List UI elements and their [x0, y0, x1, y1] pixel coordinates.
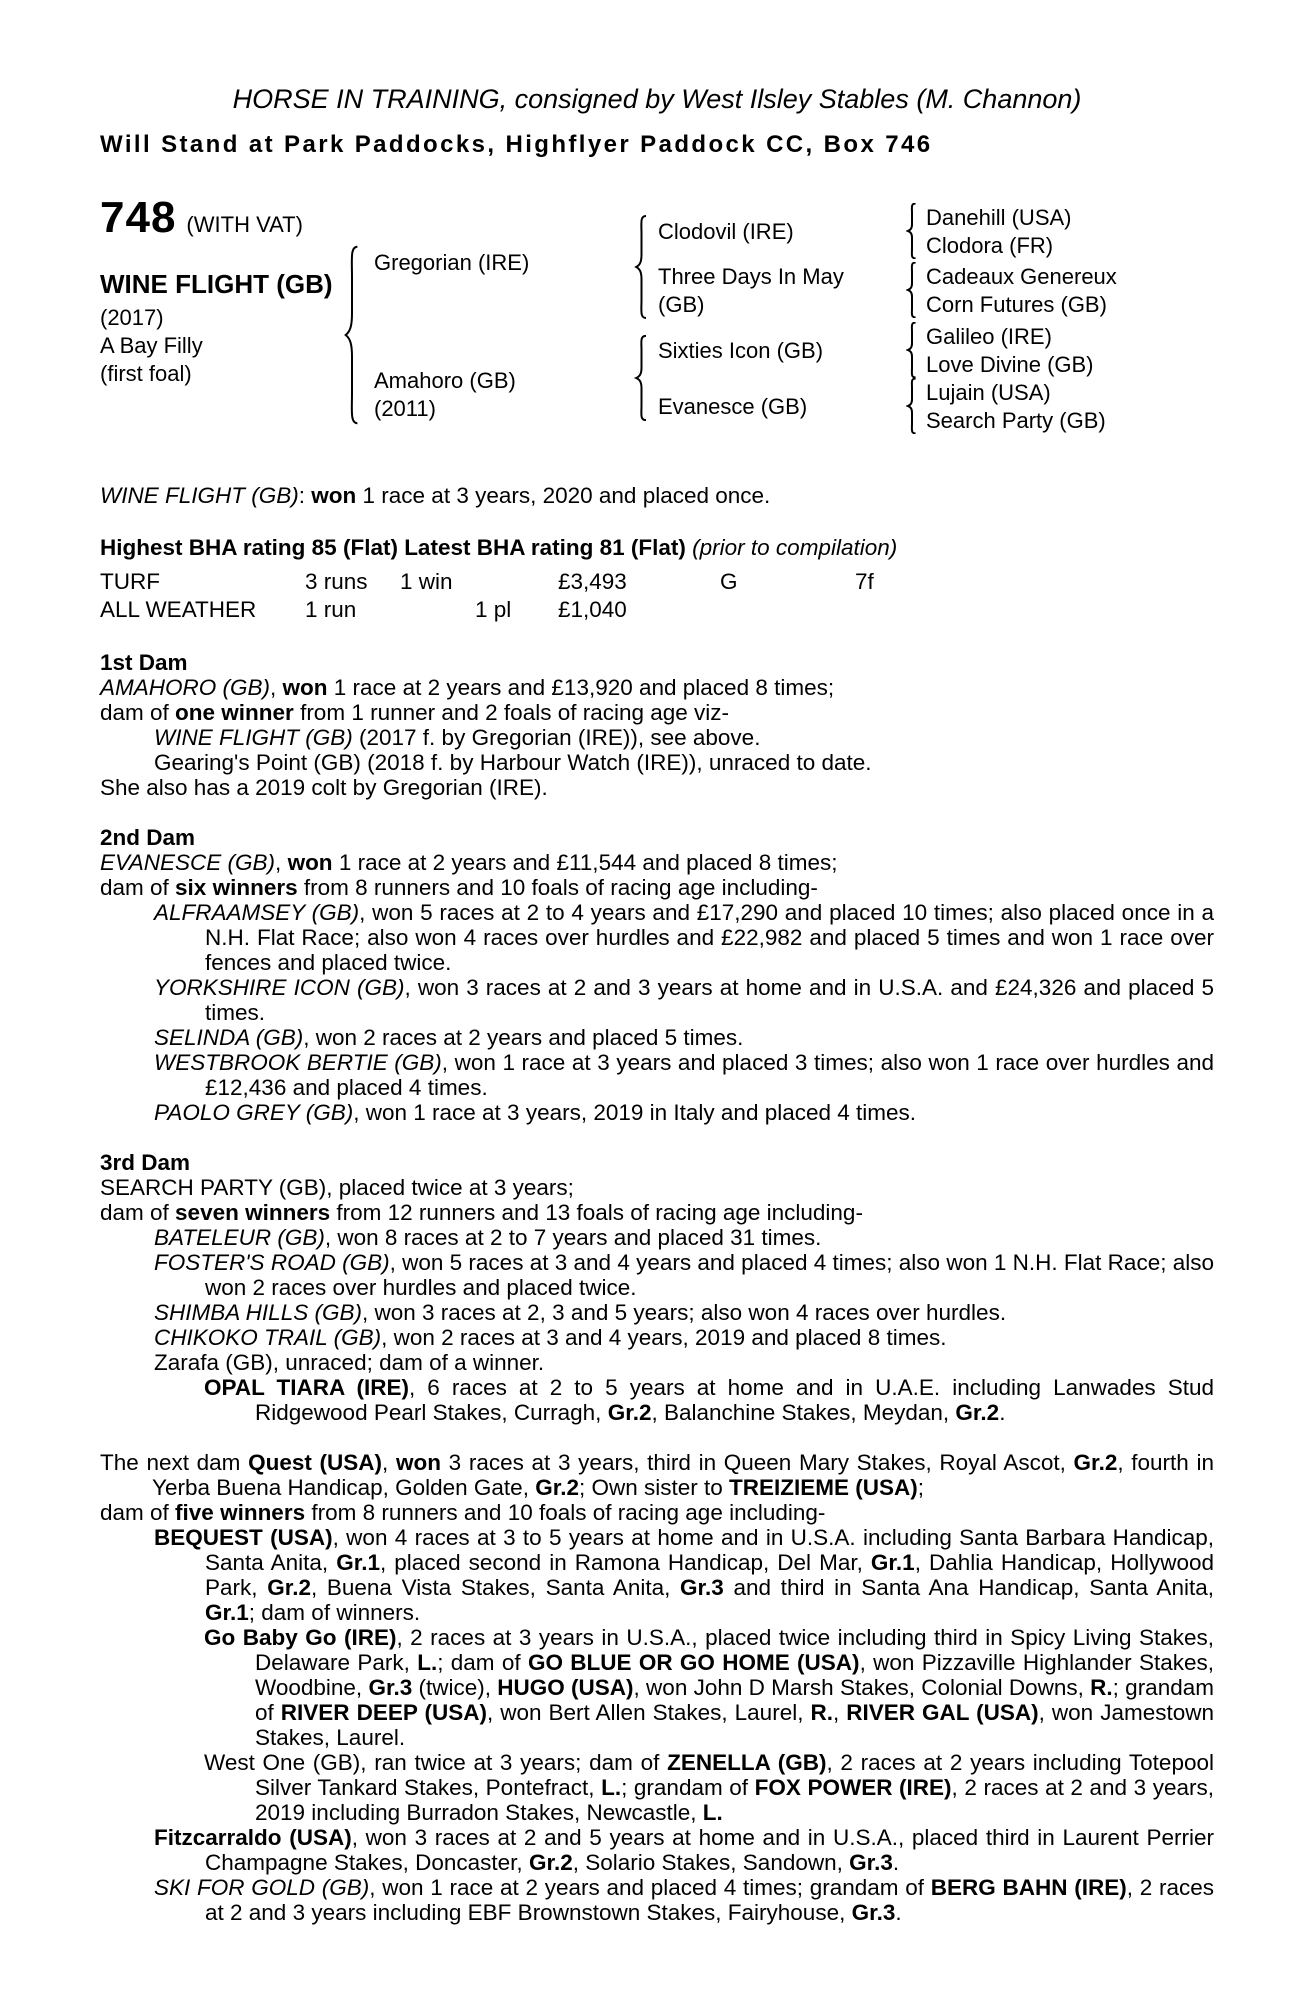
dam-dam-name: Evanesce (GB)	[658, 394, 808, 419]
text-run: Gr.3	[680, 1575, 724, 1600]
text-run: Gr.1	[205, 1600, 249, 1625]
text-run: (twice),	[412, 1675, 498, 1700]
text-run: TREIZIEME (USA)	[729, 1475, 918, 1500]
text-run: , 6 races at 2 to 5 years at home and in U.A.E. including Lanwades Stud Ridgewood Pearl Stakes, Curragh,	[255, 1375, 1214, 1425]
text-run: , Buena Vista Stakes, Santa Anita,	[310, 1575, 681, 1600]
great-granddam-3: Love Divine (GB)	[926, 352, 1094, 377]
foal-note: (first foal)	[100, 361, 192, 386]
text-run: WINE FLIGHT (GB)	[100, 483, 299, 508]
stat-cell: ALL WEATHER	[100, 597, 257, 622]
dam-section	[100, 1450, 1214, 1925]
text-run: CHIKOKO TRAIL (GB)	[154, 1325, 382, 1350]
catalogue-paragraph	[100, 1525, 1214, 1625]
text-run: HUGO (USA)	[497, 1675, 634, 1700]
text-run: RIVER GAL (USA)	[846, 1700, 1039, 1725]
text-run: ,	[270, 675, 283, 700]
text-run: AMAHORO (GB)	[100, 675, 271, 700]
great-granddam-1: Clodora (FR)	[926, 233, 1054, 258]
text-run: L.	[417, 1650, 438, 1675]
consignor-line: HORSE IN TRAINING, consigned by West Ilsley Stables (M. Channon)	[232, 84, 1082, 114]
foaling-year: (2017)	[100, 305, 164, 330]
text-run: BEQUEST (USA)	[154, 1525, 333, 1550]
catalogue-paragraph	[100, 1450, 1214, 1500]
sire-dam-name: Three Days In May	[658, 264, 844, 289]
text-run: SELINDA (GB)	[154, 1025, 304, 1050]
text-run: SKI FOR GOLD (GB)	[154, 1875, 370, 1900]
text-run: Gr.2	[1073, 1450, 1118, 1475]
text-run: :	[298, 483, 312, 508]
catalogue-paragraph	[100, 1350, 1214, 1375]
text-run: five winners	[175, 1500, 306, 1525]
text-run: ; grandam of	[255, 1675, 1214, 1725]
text-run: won	[282, 675, 328, 700]
text-run: R.	[810, 1700, 833, 1725]
text-run: dam of	[100, 1500, 176, 1525]
text-run: won	[287, 850, 333, 875]
stat-cell: £3,493	[558, 569, 627, 594]
horse-name: WINE FLIGHT (GB)	[100, 269, 333, 299]
text-run: Gr.3	[849, 1850, 893, 1875]
text-run: , won 3 races at 2 and 5 years at home and in U.S.A., placed third in Laurent Perrier Champagne Stakes, Doncaster,	[205, 1825, 1214, 1875]
text-run: BERG BAHN (IRE)	[930, 1875, 1127, 1900]
lot-number: 748	[100, 193, 177, 242]
stat-cell: 7f	[855, 569, 874, 594]
catalogue-paragraph	[100, 850, 1214, 875]
catalogue-paragraph	[100, 725, 1214, 750]
text-run: L.	[702, 1800, 723, 1825]
text-run: OPAL TIARA (IRE)	[204, 1375, 409, 1400]
text-run: WESTBROOK BERTIE (GB)	[154, 1050, 442, 1075]
text-run: seven winners	[175, 1200, 331, 1225]
text-run: ,	[275, 850, 288, 875]
text-run: .	[892, 1850, 900, 1875]
dam-year: (2011)	[374, 396, 436, 421]
text-run: EVANESCE (GB)	[100, 850, 276, 875]
catalogue-paragraph	[100, 1825, 1214, 1875]
text-run: ; dam of winners.	[248, 1600, 421, 1625]
pedigree-brace-gg1	[906, 203, 918, 259]
stat-cell: 1 run	[305, 597, 357, 622]
text-run: Quest (USA)	[248, 1450, 383, 1475]
text-run: RIVER DEEP (USA)	[280, 1700, 487, 1725]
text-run: , placed second in Ramona Handicap, Del Mar,	[379, 1550, 871, 1575]
text-run: YORKSHIRE ICON (GB)	[154, 975, 405, 1000]
race-statistics-table	[100, 569, 1214, 625]
catalogue-paragraph	[100, 1875, 1214, 1925]
catalogue-paragraph	[100, 1750, 1214, 1825]
catalogue-paragraph	[100, 750, 1214, 775]
text-run: ,	[832, 1700, 847, 1725]
text-run: won	[395, 1450, 441, 1475]
text-run: , won 5 races at 2 to 4 years and £17,290 and placed 10 times; also placed once in a N.H. Flat Race; also won 4 races over hurdles and £22,982 and placed 5 times and won 1 race over fences and placed twice.	[205, 900, 1214, 975]
dam-heading: 3rd Dam	[100, 1150, 191, 1175]
catalogue-paragraph	[100, 875, 1214, 900]
text-run: , won Bert Allen Stakes, Laurel,	[486, 1700, 811, 1725]
dam-name: Amahoro (GB)	[374, 368, 516, 393]
text-run: ZENELLA (GB)	[667, 1750, 827, 1775]
text-run: R.	[1090, 1675, 1113, 1700]
text-run: , 2 races at 3 years in U.S.A., placed twice including third in Spicy Living Stakes, Delaware Park,	[255, 1625, 1214, 1675]
text-run: Go Baby Go (IRE)	[204, 1625, 397, 1650]
text-run: ; dam of	[437, 1650, 528, 1675]
text-run: PAOLO GREY (GB)	[154, 1100, 354, 1125]
pedigree-brace-dam	[634, 335, 649, 421]
stand-location-line: Will Stand at Park Paddocks, Highflyer Paddock CC, Box 746	[100, 131, 933, 158]
great-granddam-4: Search Party (GB)	[926, 408, 1106, 433]
text-run: 1 race at 2 years and £13,920 and placed 8 times;	[327, 675, 835, 700]
dam-section	[100, 1150, 1214, 1425]
text-run: , won 2 races at 3 and 4 years, 2019 and placed 8 times.	[381, 1325, 947, 1350]
dam-section	[100, 825, 1214, 1125]
text-run: .	[999, 1400, 1006, 1425]
text-run: , won Jamestown Stakes, Laurel.	[255, 1700, 1214, 1750]
text-run: , Dahlia Handicap, Hollywood Park,	[205, 1550, 1214, 1600]
text-run: Gr.2	[267, 1575, 311, 1600]
text-run: , won 2 races at 2 years and placed 5 times.	[303, 1025, 744, 1050]
text-run: Zarafa (GB), unraced; dam of a winner.	[154, 1350, 545, 1375]
great-grandsire-2: Cadeaux Genereux	[926, 264, 1117, 289]
text-run: FOX POWER (IRE)	[754, 1775, 952, 1800]
text-run: Gr.1	[870, 1550, 915, 1575]
catalogue-paragraph	[100, 1625, 1214, 1750]
text-run: 3 races at 3 years, third in Queen Mary Stakes, Royal Ascot,	[440, 1450, 1074, 1475]
stat-cell: 1 pl	[475, 597, 512, 622]
text-run: Gr.2	[535, 1475, 579, 1500]
horse-description: A Bay Filly	[100, 333, 203, 358]
lot-number-row	[100, 193, 303, 242]
text-run: ; grandam of	[621, 1775, 755, 1800]
race-record-summary	[100, 483, 1214, 509]
text-run: , 2 races at 2 and 3 years, 2019 including Burradon Stakes, Newcastle,	[255, 1775, 1214, 1825]
text-run: from 12 runners and 13 foals of racing age including-	[330, 1200, 863, 1225]
pedigree-brace-gg2	[906, 262, 918, 318]
text-run: , won 8 races at 2 to 7 years and placed 31 times.	[324, 1225, 822, 1250]
text-run: 1 race at 3 years, 2020 and placed once.	[356, 483, 771, 508]
catalogue-paragraph	[100, 775, 1214, 800]
text-run: from 8 runners and 10 foals of racing age including-	[297, 875, 818, 900]
text-run: , won 1 race at 2 years and placed 4 times; grandam of	[369, 1875, 931, 1900]
all-weather-stats-row	[100, 597, 1214, 625]
text-run: , Solario Stakes, Sandown,	[572, 1850, 850, 1875]
text-run: , won 1 race at 3 years and placed 3 times; also won 1 race over hurdles and £12,436 and placed 4 times.	[205, 1050, 1214, 1100]
text-run: SEARCH PARTY (GB), placed twice at 3 years;	[100, 1175, 574, 1200]
vat-note: (WITH VAT)	[186, 212, 303, 237]
great-granddam-2: Corn Futures (GB)	[926, 292, 1107, 317]
pedigree-brace-gg4	[906, 378, 918, 434]
text-run: Gr.3	[851, 1900, 896, 1925]
text-run: won	[311, 483, 357, 508]
text-run: L.	[601, 1775, 622, 1800]
text-run: ,	[382, 1450, 396, 1475]
pedigree-brace-sire	[634, 215, 649, 319]
catalogue-paragraph	[100, 700, 1214, 725]
bha-rating-line	[100, 535, 1214, 561]
pedigree-brace-main	[343, 245, 361, 425]
text-run: West One (GB), ran twice at 3 years; dam of	[204, 1750, 668, 1775]
great-grandsire-3: Galileo (IRE)	[926, 324, 1052, 349]
text-run: Fitzcarraldo (USA)	[154, 1825, 352, 1850]
catalogue-paragraph	[100, 675, 1214, 700]
text-run: She also has a 2019 colt by Gregorian (IRE).	[100, 775, 548, 800]
text-run: ALFRAAMSEY (GB)	[154, 900, 360, 925]
text-run: , won 1 race at 3 years, 2019 in Italy and placed 4 times.	[353, 1100, 917, 1125]
catalogue-paragraph	[100, 1225, 1214, 1250]
text-run: Gr.2	[607, 1400, 652, 1425]
catalogue-paragraph	[100, 1375, 1214, 1425]
text-run: , won 3 races at 2, 3 and 5 years; also won 4 races over hurdles.	[361, 1300, 1007, 1325]
text-run: , won 5 races at 3 and 4 years and placed 4 times; also won 1 N.H. Flat Race; also won 2 races over hurdles and placed twice.	[205, 1250, 1214, 1300]
catalogue-paragraph	[100, 1300, 1214, 1325]
text-run: Gearing's Point (GB) (2018 f. by Harbour Watch (IRE)), unraced to date.	[154, 750, 872, 775]
text-run: The next dam	[100, 1450, 249, 1475]
text-run: Gr.2	[528, 1850, 573, 1875]
catalogue-paragraph	[100, 1100, 1214, 1125]
catalogue-paragraph	[100, 1050, 1214, 1100]
text-run: ; Own sister to	[578, 1475, 730, 1500]
dam-heading: 2nd Dam	[100, 825, 196, 850]
catalogue-paragraph	[100, 1500, 1214, 1525]
text-run: , won Pizzaville Highlander Stakes, Woodbine,	[255, 1650, 1215, 1700]
catalogue-paragraph	[100, 1250, 1214, 1300]
text-run: (2017 f. by Gregorian (IRE)), see above.	[352, 725, 761, 750]
text-run: Gr.2	[955, 1400, 1000, 1425]
sire-dam-suffix: (GB)	[658, 292, 705, 317]
text-run: Highest BHA rating 85 (Flat) Latest BHA rating 81 (Flat)	[100, 535, 693, 560]
stat-cell: £1,040	[558, 597, 627, 622]
text-run: from 1 runner and 2 foals of racing age viz-	[293, 700, 730, 725]
text-run: from 8 runners and 10 foals of racing age including-	[305, 1500, 826, 1525]
text-run: GO BLUE OR GO HOME (USA)	[527, 1650, 860, 1675]
text-run: WINE FLIGHT (GB)	[154, 725, 353, 750]
dam-sections	[100, 650, 1214, 1925]
catalogue-paragraph	[100, 1325, 1214, 1350]
stat-cell: TURF	[100, 569, 160, 594]
text-run: , 2 races at 2 years including Totepool Silver Tankard Stakes, Pontefract,	[255, 1750, 1214, 1800]
text-run: , won John D Marsh Stakes, Colonial Downs,	[633, 1675, 1091, 1700]
text-run: dam of	[100, 700, 176, 725]
text-run: dam of	[100, 875, 176, 900]
catalogue-paragraph	[100, 975, 1214, 1025]
text-run: (prior to compilation)	[692, 535, 898, 560]
stat-cell: 1 win	[400, 569, 453, 594]
great-grandsire-4: Lujain (USA)	[926, 380, 1051, 405]
text-run: , won 4 races at 3 to 5 years at home and in U.S.A. including Santa Barbara Handicap, Santa Anita,	[205, 1525, 1214, 1575]
text-run: Gr.1	[336, 1550, 380, 1575]
pedigree-table	[100, 193, 1214, 445]
text-run: , 2 races at 2 and 3 years including EBF Brownstown Stakes, Fairyhouse,	[205, 1875, 1214, 1925]
sire-name: Gregorian (IRE)	[374, 250, 530, 275]
sire-sire-name: Clodovil (IRE)	[658, 219, 794, 244]
text-run: Gr.3	[368, 1675, 413, 1700]
text-run: six winners	[175, 875, 298, 900]
text-run: , won 3 races at 2 and 3 years at home and in U.S.A. and £24,326 and placed 5 times.	[205, 975, 1214, 1025]
dam-section	[100, 650, 1214, 800]
turf-stats-row	[100, 569, 1214, 597]
text-run: BATELEUR (GB)	[154, 1225, 325, 1250]
text-run: 1 race at 2 years and £11,544 and placed 8 times;	[332, 850, 838, 875]
great-grandsire-1: Danehill (USA)	[926, 205, 1072, 230]
catalogue-paragraph	[100, 900, 1214, 975]
stat-cell: G	[720, 569, 738, 594]
text-run: ;	[917, 1475, 925, 1500]
text-run: SHIMBA HILLS (GB)	[154, 1300, 362, 1325]
stat-cell: 3 runs	[305, 569, 368, 594]
text-run: , fourth in Yerba Buena Handicap, Golden Gate,	[152, 1450, 1214, 1500]
text-run: dam of	[100, 1200, 176, 1225]
catalogue-paragraph	[100, 1025, 1214, 1050]
pedigree-brace-gg3	[906, 322, 918, 378]
catalogue-paragraph	[100, 1200, 1214, 1225]
text-run: one winner	[175, 700, 294, 725]
text-run: and third in Santa Ana Handicap, Santa Anita,	[723, 1575, 1214, 1600]
text-run: , Balanchine Stakes, Meydan,	[651, 1400, 956, 1425]
catalogue-paragraph	[100, 1175, 1214, 1200]
dam-heading: 1st Dam	[100, 650, 188, 675]
dam-sire-name: Sixties Icon (GB)	[658, 338, 824, 363]
text-run: FOSTER'S ROAD (GB)	[154, 1250, 390, 1275]
text-run: .	[895, 1900, 902, 1925]
